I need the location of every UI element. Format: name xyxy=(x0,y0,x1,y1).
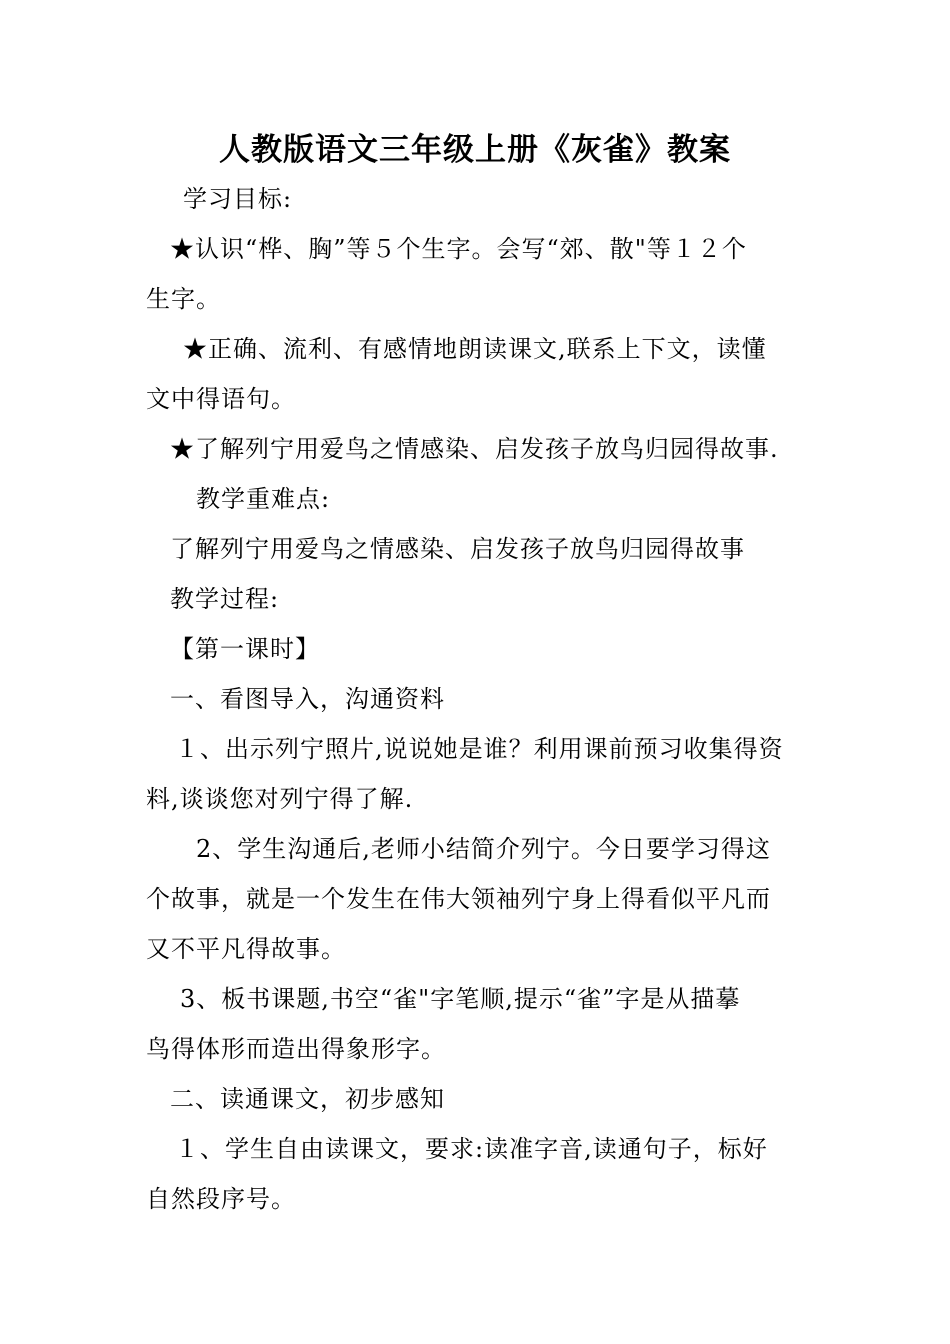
paragraph-line: １、学生自由读课文，要求:读准字音,读通句子，标好 xyxy=(175,1135,768,1163)
section-heading-process: 教学过程: xyxy=(170,585,280,613)
paragraph-line: 2、学生沟通后,老师小结简介列宁。今日要学习得这 xyxy=(196,835,771,863)
paragraph-line: 料,谈谈您对列宁得了解. xyxy=(146,785,414,813)
document-title: 人教版语文三年级上册《灰雀》教案 xyxy=(219,132,731,168)
paragraph-line: ★正确、流利、有感情地朗读课文,联系上下文，读懂 xyxy=(183,335,767,363)
lesson-period-heading: 【第一课时】 xyxy=(170,635,320,663)
paragraph-line: 了解列宁用爱鸟之情感染、启发孩子放鸟归园得故事 xyxy=(170,535,745,563)
section-heading-objectives: 学习目标: xyxy=(183,185,293,213)
section-heading-key-points: 教学重难点: xyxy=(196,485,331,513)
paragraph-line: ★了解列宁用爱鸟之情感染、启发孩子放鸟归园得故事. xyxy=(170,435,779,463)
paragraph-line: 个故事，就是一个发生在伟大领袖列宁身上得看似平凡而 xyxy=(146,885,771,913)
paragraph-line: ★认识“桦、胸”等５个生字。会写“郊、散"等１２个 xyxy=(170,235,747,263)
paragraph-line: 自然段序号。 xyxy=(146,1185,296,1213)
paragraph-line: 又不平凡得故事。 xyxy=(146,935,346,963)
step-heading: 一、看图导入，沟通资料 xyxy=(170,685,445,713)
paragraph-line: 3、板书课题,书空“雀"字笔顺,提示“雀”字是从描摹 xyxy=(180,985,741,1013)
step-heading: 二、读通课文，初步感知 xyxy=(170,1085,445,1113)
paragraph-line: 生字。 xyxy=(146,285,221,313)
paragraph-line: 文中得语句。 xyxy=(146,385,296,413)
paragraph-line: 鸟得体形而造出得象形字。 xyxy=(146,1035,446,1063)
paragraph-line: １、出示列宁照片,说说她是谁？利用课前预习收集得资 xyxy=(175,735,784,763)
